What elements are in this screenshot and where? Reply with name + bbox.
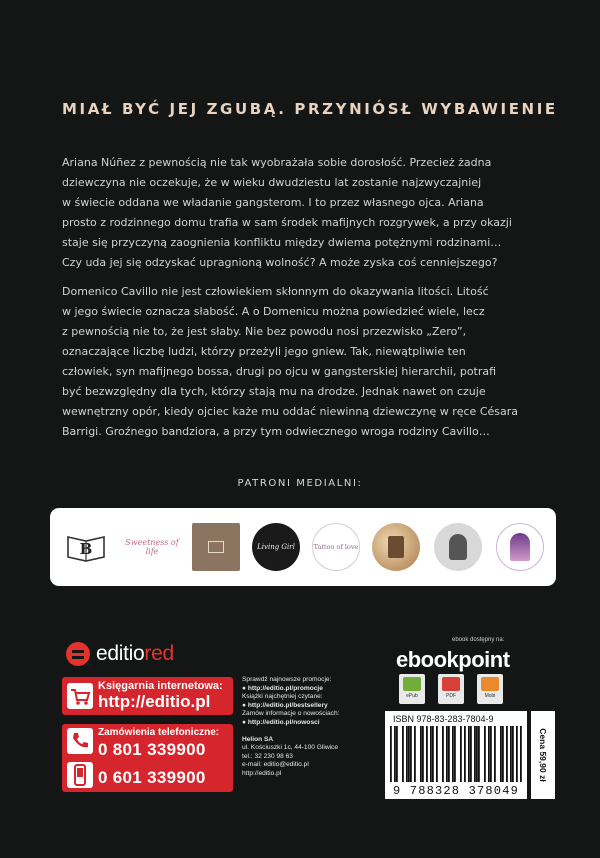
barcode-bar (476, 726, 478, 782)
mobi-icon (481, 677, 499, 691)
ebookpoint-logo[interactable]: ebookpoint (396, 647, 510, 672)
blurb-line: Ariana Núñez z pewnością nie tak wyobrażała sobie dorosłość. Przecież żadna (62, 156, 492, 169)
price: Cena 59,90 zł (538, 728, 548, 782)
blurb-paragraph-2 (62, 282, 540, 442)
isbn: ISBN 978-83-283-7804-9 (393, 714, 494, 724)
barcode-bar (464, 726, 466, 782)
barcode-bar (484, 726, 486, 782)
promotions-link[interactable]: ● http://editio.pl/promocje (242, 684, 323, 692)
barcode-bar (512, 726, 514, 782)
ebook-available-label: ebook dostępny na: (452, 637, 505, 643)
cart-icon (67, 683, 93, 709)
patron-logo-photo[interactable] (372, 523, 420, 571)
blurb-line: oznaczające liczbę ludzi, którzy przeżyli jego gniew. Tak, niewątpliwie ten (62, 345, 466, 358)
info-line: Zamów informacje o nowościach: (242, 710, 340, 718)
person-icon (449, 534, 467, 560)
mobile-phone-icon (67, 762, 93, 788)
editio-logo-icon (66, 642, 90, 666)
book-photo-icon (388, 536, 404, 558)
patron-logo-living-girl[interactable] (252, 523, 300, 571)
tagline: MIAŁ BYĆ JEJ ZGUBĄ. PRZYNIÓSŁ WYBAWIENIE (62, 100, 558, 118)
barcode-bar (468, 726, 470, 782)
barcode-bar (426, 726, 428, 782)
epub-icon (403, 677, 421, 691)
blurb-line: staje się przyczyną zaognienia konfliktu między dwiema potężnymi rodzinami… (62, 236, 502, 249)
format-badge-mobi: Mobi (477, 674, 503, 704)
patron-logo-tattoo[interactable] (312, 523, 360, 571)
barcode-bar (474, 726, 476, 782)
blurb-line: wewnętrzny opór, kiedy ojciec każe mu oddać niewinną dziewczynę w ręce Césara (62, 405, 519, 418)
phone-label: Zamówienia telefoniczne: (98, 727, 220, 738)
barcode-bar (502, 726, 504, 782)
phone-number-landline[interactable]: 0 801 339900 (98, 740, 206, 759)
phone-number-mobile[interactable]: 0 601 339900 (98, 768, 206, 787)
price-panel (531, 711, 555, 799)
blurb-line: dziewczyna nie oczekuje, że w wieku dwudziestu lat zostanie najzwyczajniej (62, 176, 482, 189)
info-line: Sprawdź najnowsze promocje: (242, 676, 332, 683)
new-releases-link[interactable]: ● http://editio.pl/nowosci (242, 718, 320, 726)
barcode-bar (500, 726, 502, 782)
patron-logo-illustration[interactable] (496, 523, 544, 571)
barcode-icon (390, 726, 522, 782)
barcode-bar (452, 726, 454, 782)
blurb-line: człowiek, syn mafijnego bossa, drugi po ojcu w gangsterskiej hierarchii, potrafi (62, 365, 497, 378)
format-badge-epub: ePub (399, 674, 425, 704)
patrons-label: PATRONI MEDIALNI: (237, 478, 363, 489)
blurb-line: z pewnością nie to, że jest słaby. Nie bez powodu nosi przezwisko „Zero”, (62, 325, 467, 338)
barcode-bar (414, 726, 416, 782)
barcode-bar (406, 726, 408, 782)
barcode-bar (390, 726, 392, 782)
online-shop-box[interactable] (62, 677, 233, 715)
patron-text: Tattoo of love (313, 543, 359, 551)
barcode-bar (478, 726, 480, 782)
barcode-bar (448, 726, 450, 782)
patron-text: Sweetness of life (125, 538, 179, 556)
publisher-website: http://editio.pl (242, 769, 282, 777)
patron-text: Living Girl (257, 543, 295, 551)
blurb-paragraph-1 (62, 153, 540, 273)
barcode-bar (506, 726, 508, 782)
barcode-bar (408, 726, 410, 782)
barcode-bar (510, 726, 512, 782)
barcode-bar (446, 726, 448, 782)
svg-text:B: B (79, 540, 93, 558)
barcode-bar (396, 726, 398, 782)
patron-logo-sweetness[interactable] (124, 523, 180, 571)
spacer (242, 728, 339, 736)
phone-orders-box (62, 724, 233, 792)
book-logo-icon (64, 529, 108, 565)
blurb-line: być bezwzględny dla tych, którzy stają mu na drodze. Jednak nawet on czuje (62, 385, 486, 398)
patron-logo-portrait[interactable] (434, 523, 482, 571)
frame-icon (208, 541, 224, 553)
barcode-bar (442, 726, 444, 782)
girl-illustration-icon (510, 533, 530, 561)
publisher-address: ul. Kościuszki 1c, 44-100 Gliwice (242, 744, 339, 752)
barcode-bar (420, 726, 422, 782)
bestsellers-link[interactable]: ● http://editio.pl/bestsellery (242, 701, 328, 709)
barcode-bar (402, 726, 404, 782)
blurb-line: Domenico Cavillo nie jest człowiekiem skłonnym do okazywania litości. Litość (62, 285, 489, 298)
barcode-bar (410, 726, 412, 782)
barcode-bar (470, 726, 472, 782)
blurb-line: prosto z rodzinnego domu trafia w sam środek mafijnych rozgrywek, a przy okazji (62, 216, 512, 229)
publisher-info (242, 676, 339, 779)
barcode-bar (454, 726, 456, 782)
pdf-icon (442, 677, 460, 691)
publisher-name: editiored (96, 642, 174, 665)
publisher-company: Helion SA (242, 735, 274, 743)
barcode-bar (490, 726, 492, 782)
barcode-bar (432, 726, 434, 782)
blurb-line: Czy uda jej się odzyskać upragnioną wolność? A może zyska coś cenniejszego? (62, 256, 498, 269)
publisher-logo (66, 642, 174, 666)
barcode-bar (494, 726, 496, 782)
barcode-bar (394, 726, 396, 782)
shop-label: Księgarnia internetowa: (98, 680, 223, 692)
barcode-bar (520, 726, 522, 782)
media-patrons-strip (50, 508, 556, 586)
patron-logo-bookish[interactable] (62, 523, 110, 571)
format-badge-pdf: PDF (438, 674, 464, 704)
barcode-bar (460, 726, 462, 782)
info-line: Książki najchętniej czytane: (242, 693, 323, 701)
barcode-bar (436, 726, 438, 782)
barcode-bar (516, 726, 518, 782)
patron-logo-square[interactable] (192, 523, 240, 571)
barcode-panel (385, 711, 527, 799)
barcode-bar (422, 726, 424, 782)
blurb-line: w świecie oddana we władanie gangsterom. I to przez własnego ojca. Ariana (62, 196, 484, 209)
publisher-phone: tel.: 32 230 98 63 (242, 752, 293, 760)
barcode-bar (430, 726, 432, 782)
phone-handset-icon (67, 728, 93, 754)
barcode-bar (488, 726, 490, 782)
blurb-line: Barrigi. Groźnego bandziora, a przy tym odwiecznego wroga rodziny Cavillo… (62, 425, 490, 438)
shop-url-link[interactable]: http://editio.pl (98, 692, 211, 711)
barcode-number: 9 788328 378049 (392, 784, 520, 798)
publisher-email: e-mail: editio@editio.pl (242, 761, 309, 769)
blurb-line: w jego świecie oznacza słabość. A o Domenicu można powiedzieć wiele, lecz (62, 305, 485, 318)
